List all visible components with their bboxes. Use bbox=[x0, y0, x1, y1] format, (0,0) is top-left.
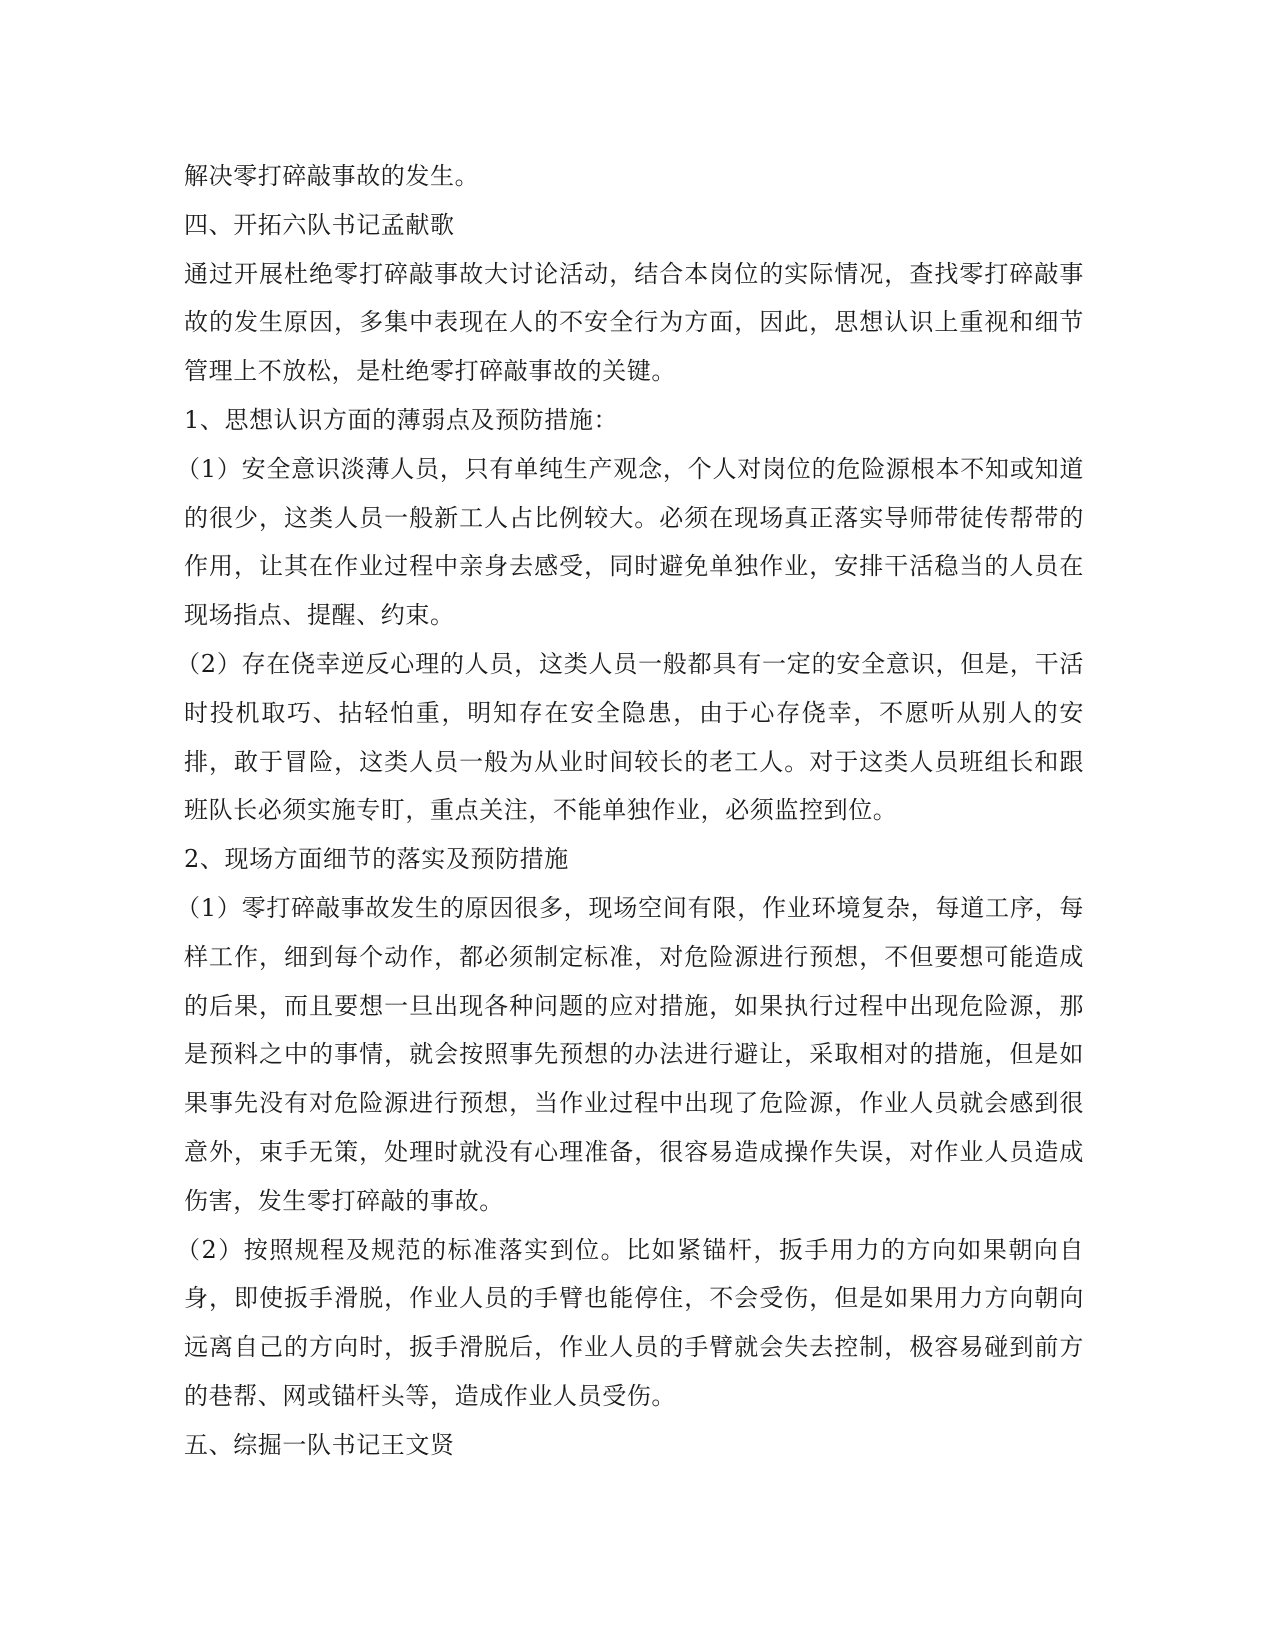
section-heading-five: 五、综掘一队书记王文贤 bbox=[184, 1430, 455, 1459]
paragraph-intro: 通过开展杜绝零打碎敲事故大讨论活动，结合本岗位的实际情况，查找零打碎敲事故的发生原因，多集中表现在人的不安全行为方面，因此，思想认识上重视和细节管理上不放松，是杜绝零打碎敲事故的关键。 bbox=[184, 259, 1084, 386]
paragraph-item-2-1: （1）零打碎敲事故发生的原因很多，现场空间有限，作业环境复杂，每道工序，每样工作，细到每个动作，都必须制定标准，对危险源进行预想，不但要想可能造成的后果，而且要想一旦出现各种问题的应对措施，如果执行过程中出现危险源，那是预料之中的事情，就会按照事先预想的办法进行避让，采取相对的措施，但是如果事先没有对危险源进行预想，当作业过程中出现了危险源，作业人员就会感到很意外，束手无策，处理时就没有心理准备，很容易造成操作失误，对作业人员造成伤害，发生零打碎敲的事故。 bbox=[176, 893, 1084, 1215]
subheading-site: 2、现场方面细节的落实及预防措施 bbox=[184, 845, 569, 874]
paragraph-item-1-2: （2）存在侥幸逆反心理的人员，这类人员一般都具有一定的安全意识，但是，干活时投机取巧、拈轻怕重，明知存在安全隐患，由于心存侥幸，不愿听从别人的安排，敢于冒险，这类人员一般为从业时间较长的老工人。对于这类人员班组长和跟班队长必须实施专盯，重点关注，不能单独作业，必须监控到位。 bbox=[176, 649, 1084, 825]
paragraph-continuation: 解决零打碎敲事故的发生。 bbox=[184, 162, 480, 190]
section-heading-four: 四、开拓六队书记孟献歌 bbox=[184, 210, 455, 239]
paragraph-item-1-1: （1）安全意识淡薄人员，只有单纯生产观念，个人对岗位的危险源根本不知或知道的很少，这类人员一般新工人占比例较大。必须在现场真正落实导师带徒传帮带的作用，让其在作业过程中亲身去感受，同时避免单独作业，安排干活稳当的人员在现场指点、提醒、约束。 bbox=[176, 454, 1084, 630]
paragraph-item-2-2: （2）按照规程及规范的标准落实到位。比如紧锚杆，扳手用力的方向如果朝向自身，即使扳手滑脱，作业人员的手臂也能停住，不会受伤，但是如果用力方向朝向远离自己的方向时，扳手滑脱后，作业人员的手臂就会失去控制，极容易碰到前方的巷帮、网或锚杆头等，造成作业人员受伤。 bbox=[176, 1235, 1084, 1410]
document-body bbox=[176, 152, 1084, 1470]
subheading-thinking: 1、思想认识方面的薄弱点及预防措施： bbox=[184, 405, 619, 434]
